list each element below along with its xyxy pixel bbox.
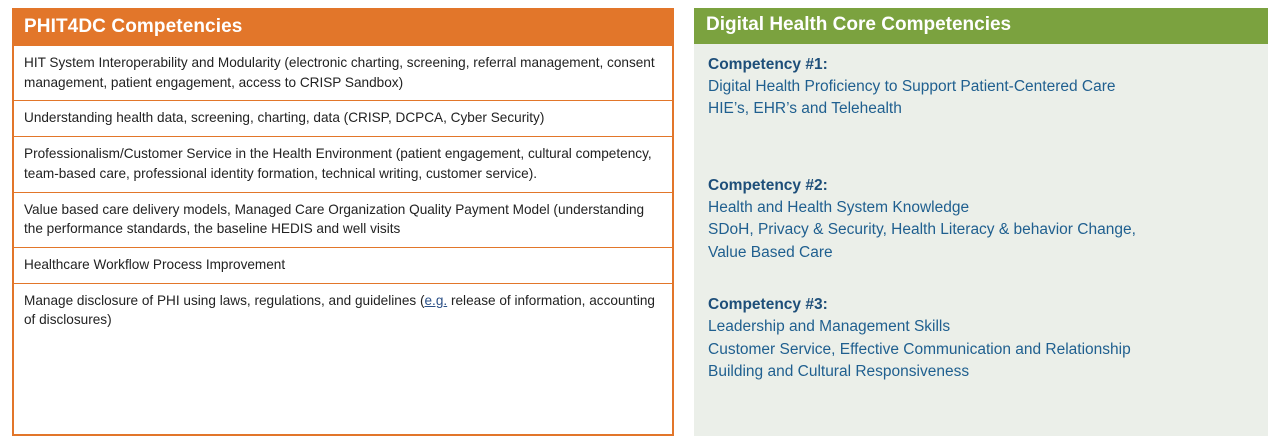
table-row: Value based care delivery models, Managed Care Organization Quality Payment Model (understanding the performance standards, the baseline HEDIS and well visits xyxy=(14,192,672,247)
competency-title: Competency #1: xyxy=(708,56,828,73)
competency-line: HIE’s, EHR’s and Telehealth xyxy=(708,100,902,118)
competency-line: Customer Service, Effective Communication and Relationship xyxy=(708,340,1131,358)
competency-title: Competency #2: xyxy=(708,176,828,194)
competency-title: Competency #3: xyxy=(708,296,828,314)
phit4dc-row-list xyxy=(14,46,672,338)
table-row-with-emphasis xyxy=(14,283,672,338)
phit4dc-competencies-table xyxy=(12,8,674,436)
phit4dc-table-header: PHIT4DC Competencies xyxy=(14,10,672,46)
table-row: Understanding health data, screening, charting, data (CRISP, DCPCA, Cyber Security) xyxy=(14,100,672,136)
row-text-after: release of information, accounting of disclosures) xyxy=(24,292,655,328)
competency-line: Leadership and Management Skills xyxy=(708,318,951,336)
competency-list xyxy=(694,44,1268,436)
competency-block-1 xyxy=(694,44,1268,121)
table-row: Professionalism/Customer Service in the Health Environment (patient engagement, cultural competency, team-based care, professional identity formation, technical writing, customer service). xyxy=(14,136,672,191)
digital-health-core-competencies-table xyxy=(694,8,1268,436)
competency-block-3 xyxy=(694,284,1268,383)
digital-health-table-header: Digital Health Core Competencies xyxy=(694,8,1268,44)
row-text-before: Manage disclosure of PHI using laws, regulations, and guidelines ( xyxy=(24,292,425,308)
table-row: Healthcare Workflow Process Improvement xyxy=(14,247,672,283)
competency-line: SDoH, Privacy & Security, Health Literacy & behavior Change, xyxy=(708,221,1136,239)
block-spacer xyxy=(694,121,1268,165)
row-text-emphasis: e.g. xyxy=(424,292,448,308)
competency-block-2 xyxy=(694,165,1268,264)
table-row: HIT System Interoperability and Modularity (electronic charting, screening, referral management, consent management, patient engagement, access to CRISP Sandbox) xyxy=(24,55,655,90)
block-spacer xyxy=(694,264,1268,284)
competency-line: Health and Health System Knowledge xyxy=(708,198,970,216)
competency-line: Building and Cultural Responsiveness xyxy=(708,363,970,381)
competency-line: Digital Health Proficiency to Support Patient-Centered Care xyxy=(708,78,1116,95)
competency-line: Value Based Care xyxy=(708,243,833,261)
